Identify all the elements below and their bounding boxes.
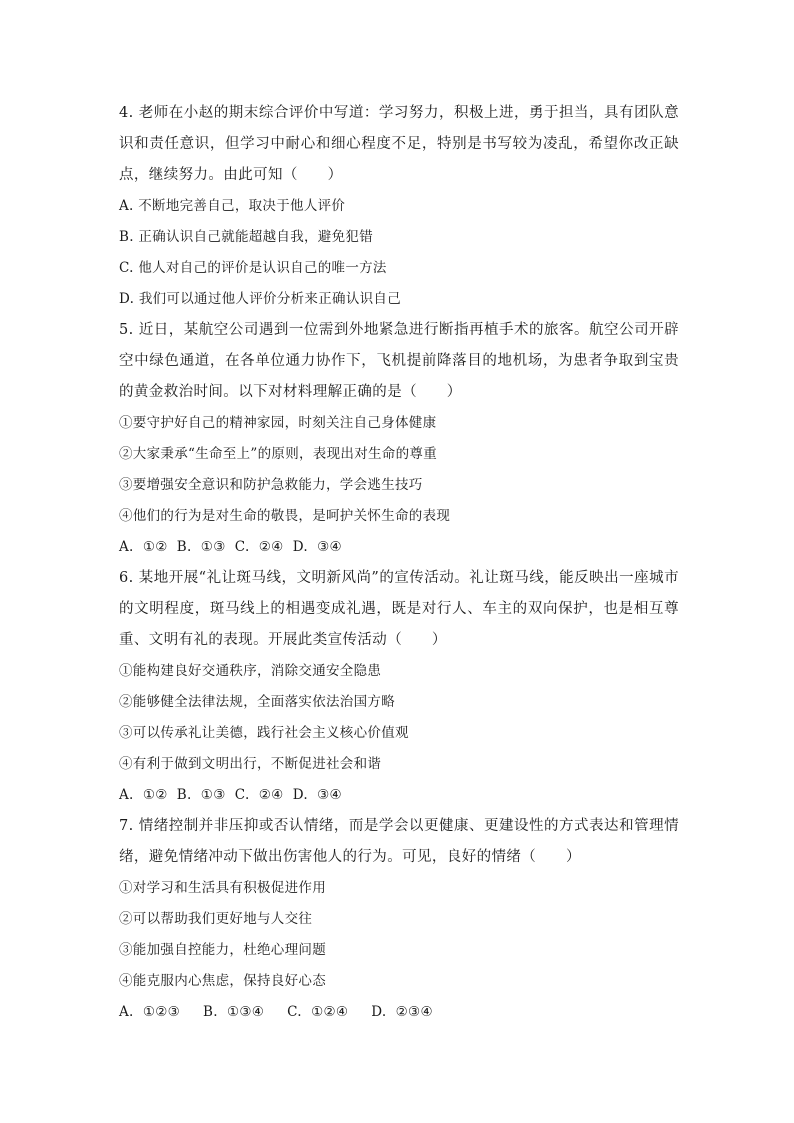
- statement-2: ②大家秉承“生命至上”的原则，表现出对生命的尊重: [119, 446, 438, 462]
- statement-3: ③要增强安全意识和防护急救能力，学会逃生技巧: [119, 477, 423, 493]
- statement-3: ③可以传承礼让美德，践行社会主义核心价值观: [119, 725, 409, 741]
- question-6: [119, 563, 679, 811]
- answer-options: A. ①② B. ①③ C. ②④ D. ③④: [119, 539, 342, 555]
- answer-options: A. ①② B. ①③ C. ②④ D. ③④: [119, 787, 342, 803]
- statement-4: ④他们的行为是对生命的敬畏，是呵护关怀生命的表现: [119, 508, 451, 524]
- statement-1: ①能构建良好交通秩序，消除交通安全隐患: [119, 663, 382, 679]
- statement-4: ④有利于做到文明出行，不断促进社会和谐: [119, 756, 382, 772]
- question-stem: 7. 情绪控制并非压抑或否认情绪，而是学会以更健康、更建设性的方式表达和管理情绪，避免情绪冲动下做出伤害他人的行为。可见，良好的情绪（ ）: [119, 818, 679, 865]
- option-a: A. 不断地完善自己，取决于他人评价: [119, 198, 346, 214]
- statement-1: ①对学习和生活具有积极促进作用: [119, 880, 326, 896]
- option-d: D. 我们可以通过他人评价分析来正确认识自己: [119, 291, 402, 307]
- exam-page: [119, 98, 679, 1028]
- question-stem: 4. 老师在小赵的期末综合评价中写道：学习努力，积极上进，勇于担当，具有团队意识和责任意识，但学习中耐心和细心程度不足，特别是书写较为凌乱，希望你改正缺点，继续努力。由此可知（ ）: [119, 105, 679, 183]
- statement-2: ②能够健全法律法规，全面落实依法治国方略: [119, 694, 395, 710]
- option-c: C. 他人对自己的评价是认识自己的唯一方法: [119, 260, 387, 276]
- statement-2: ②可以帮助我们更好地与人交往: [119, 911, 313, 927]
- statement-3: ③能加强自控能力，杜绝心理问题: [119, 942, 326, 958]
- question-7: [119, 811, 679, 1028]
- question-stem: 5. 近日，某航空公司遇到一位需到外地紧急进行断指再植手术的旅客。航空公司开辟空中绿色通道，在各单位通力协作下，飞机提前降落目的地机场，为患者争取到宝贵的黄金救治时间。以下对材料理解正确的是（ ）: [119, 322, 679, 400]
- question-stem: 6. 某地开展“礼让斑马线，文明新风尚”的宣传活动。礼让斑马线，能反映出一座城市的文明程度，斑马线上的相遇变成礼遇，既是对行人、车主的双向保护，也是相互尊重、文明有礼的表现。开展此类宣传活动（ ）: [119, 570, 679, 648]
- answer-options: A. ①②③ B. ①③④ C. ①②④ D. ②③④: [119, 1004, 433, 1020]
- question-4: [119, 98, 679, 315]
- option-b: B. 正确认识自己就能超越自我，避免犯错: [119, 229, 374, 245]
- question-5: [119, 315, 679, 563]
- statement-4: ④能克服内心焦虑，保持良好心态: [119, 973, 326, 989]
- statement-1: ①要守护好自己的精神家园，时刻关注自己身体健康: [119, 415, 437, 431]
